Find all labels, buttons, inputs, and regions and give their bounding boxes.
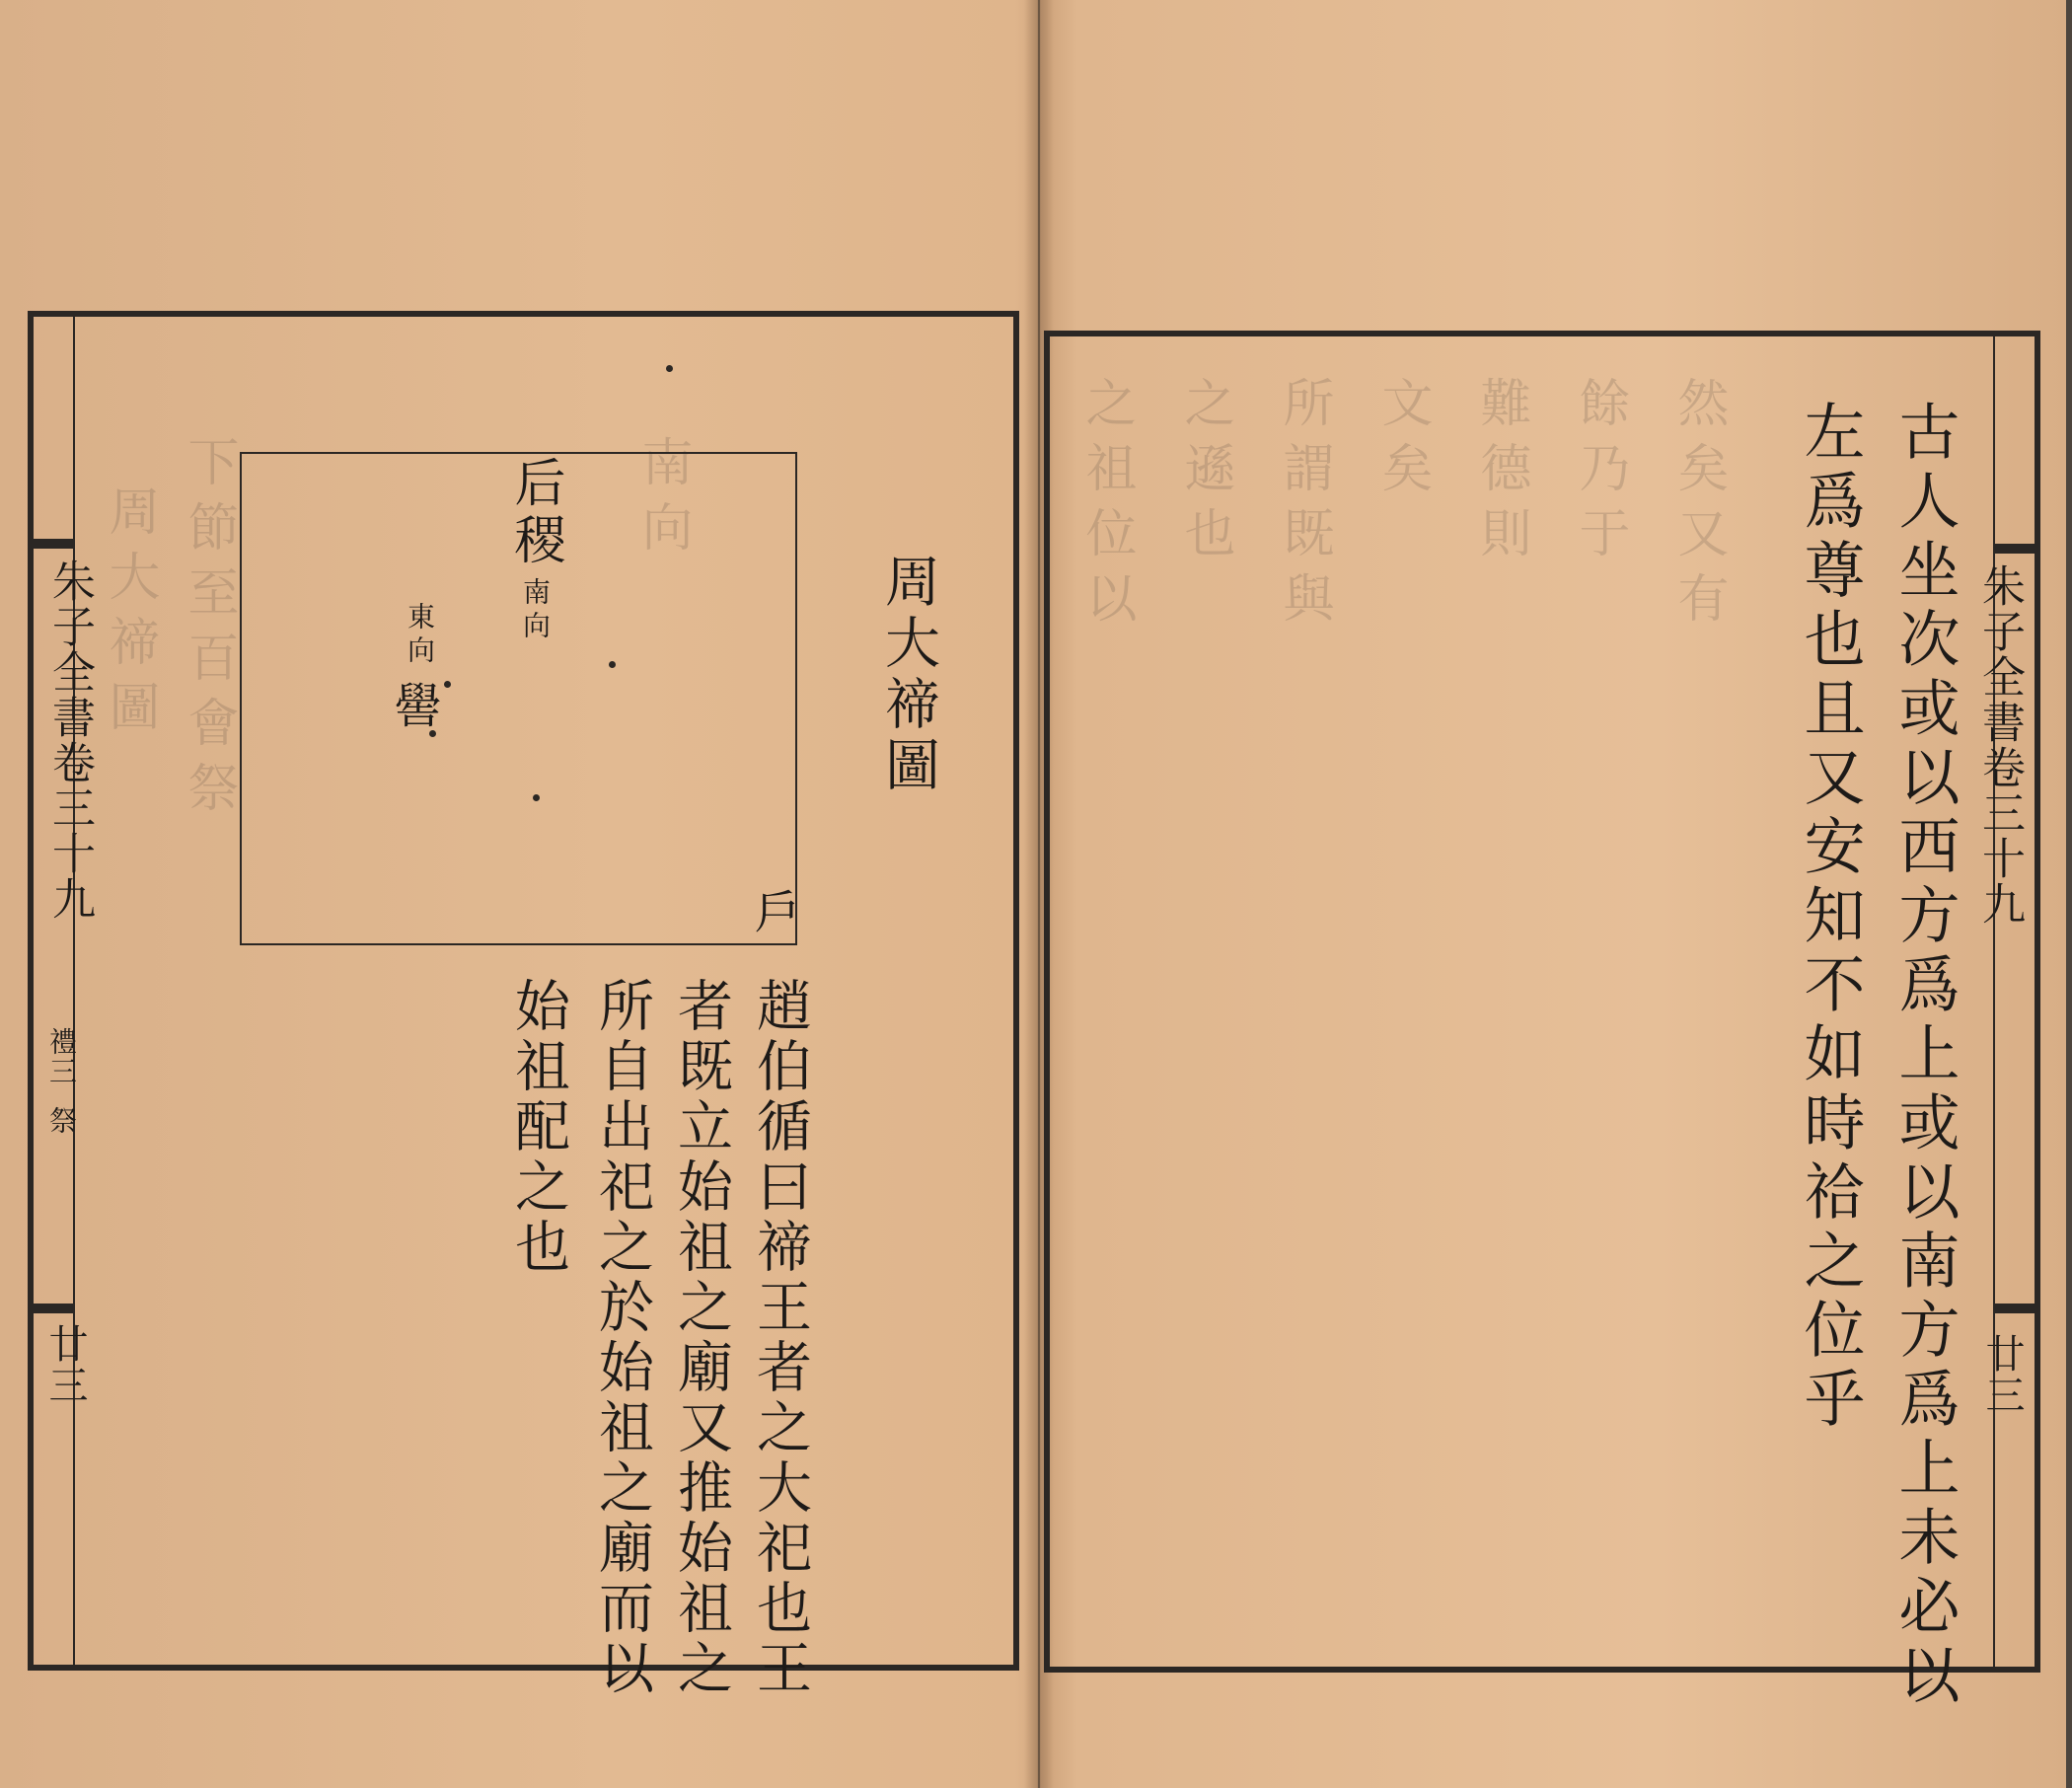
bleed-through-text: 餘乃于 [1570, 376, 1629, 571]
right-spine-fishtail-bottom [1995, 1304, 2035, 1313]
ku-label: 嚳 [386, 681, 441, 734]
bleed-through-text: 南向 [632, 435, 692, 565]
left-spine-subsection: 祭 [45, 1106, 78, 1136]
bleed-through-text: 文矣 [1372, 376, 1432, 506]
page-edge [2066, 0, 2072, 1788]
left-spine-line [73, 317, 75, 1665]
commentary-column-4: 始祖配之也 [506, 977, 570, 1278]
left-spine-title: 朱子全書卷三十九 [44, 559, 95, 922]
commentary-column-2: 者既立始祖之廟又推始祖之 [669, 977, 733, 1699]
bleed-through-text: 周大禘圖 [100, 484, 159, 745]
bleed-through-text: 之祖位以 [1076, 376, 1136, 636]
door-label: 戶 [748, 888, 801, 939]
bleed-through-text: 然矣又有 [1668, 376, 1728, 636]
bleed-through-text: 所謂既與 [1274, 376, 1333, 636]
ku-facing-label: 東向 [404, 602, 436, 669]
commentary-column-1: 趙伯循曰禘王者之大祀也王 [748, 977, 812, 1699]
left-spine-folio: 廿三 [42, 1323, 88, 1406]
bleed-through-text: 難德則 [1471, 376, 1530, 571]
right-spine-fishtail-top [1995, 544, 2035, 554]
bleed-through-text: 之遜也 [1175, 376, 1234, 571]
main-text-column-2: 左爲尊也且又安知不如時祫之位乎 [1794, 400, 1866, 1436]
ink-speck [609, 661, 616, 668]
commentary-column-3: 所自出祀之於始祖之廟而以 [590, 977, 654, 1699]
left-spine-fishtail-bottom [34, 1304, 73, 1313]
ink-speck [533, 794, 540, 801]
right-spine-title: 朱子全書卷三十九 [1974, 563, 2025, 927]
hou-ji-facing-label: 南向 [519, 577, 552, 644]
left-spine-section: 禮三 [45, 1027, 78, 1086]
main-text-column-1: 古人坐次或以西方爲上或以南方爲上未必以 [1888, 400, 1961, 1712]
left-spine-fishtail-top [34, 539, 73, 549]
right-spine-folio: 廿三 [1979, 1333, 2025, 1416]
hou-ji-label: 后稷 [505, 456, 564, 570]
right-spine-line [1993, 336, 1995, 1667]
left-page-heading: 周大禘圖 [876, 553, 940, 797]
bleed-through-text: 下節至百會祭 [179, 435, 238, 826]
ink-speck [666, 365, 673, 372]
